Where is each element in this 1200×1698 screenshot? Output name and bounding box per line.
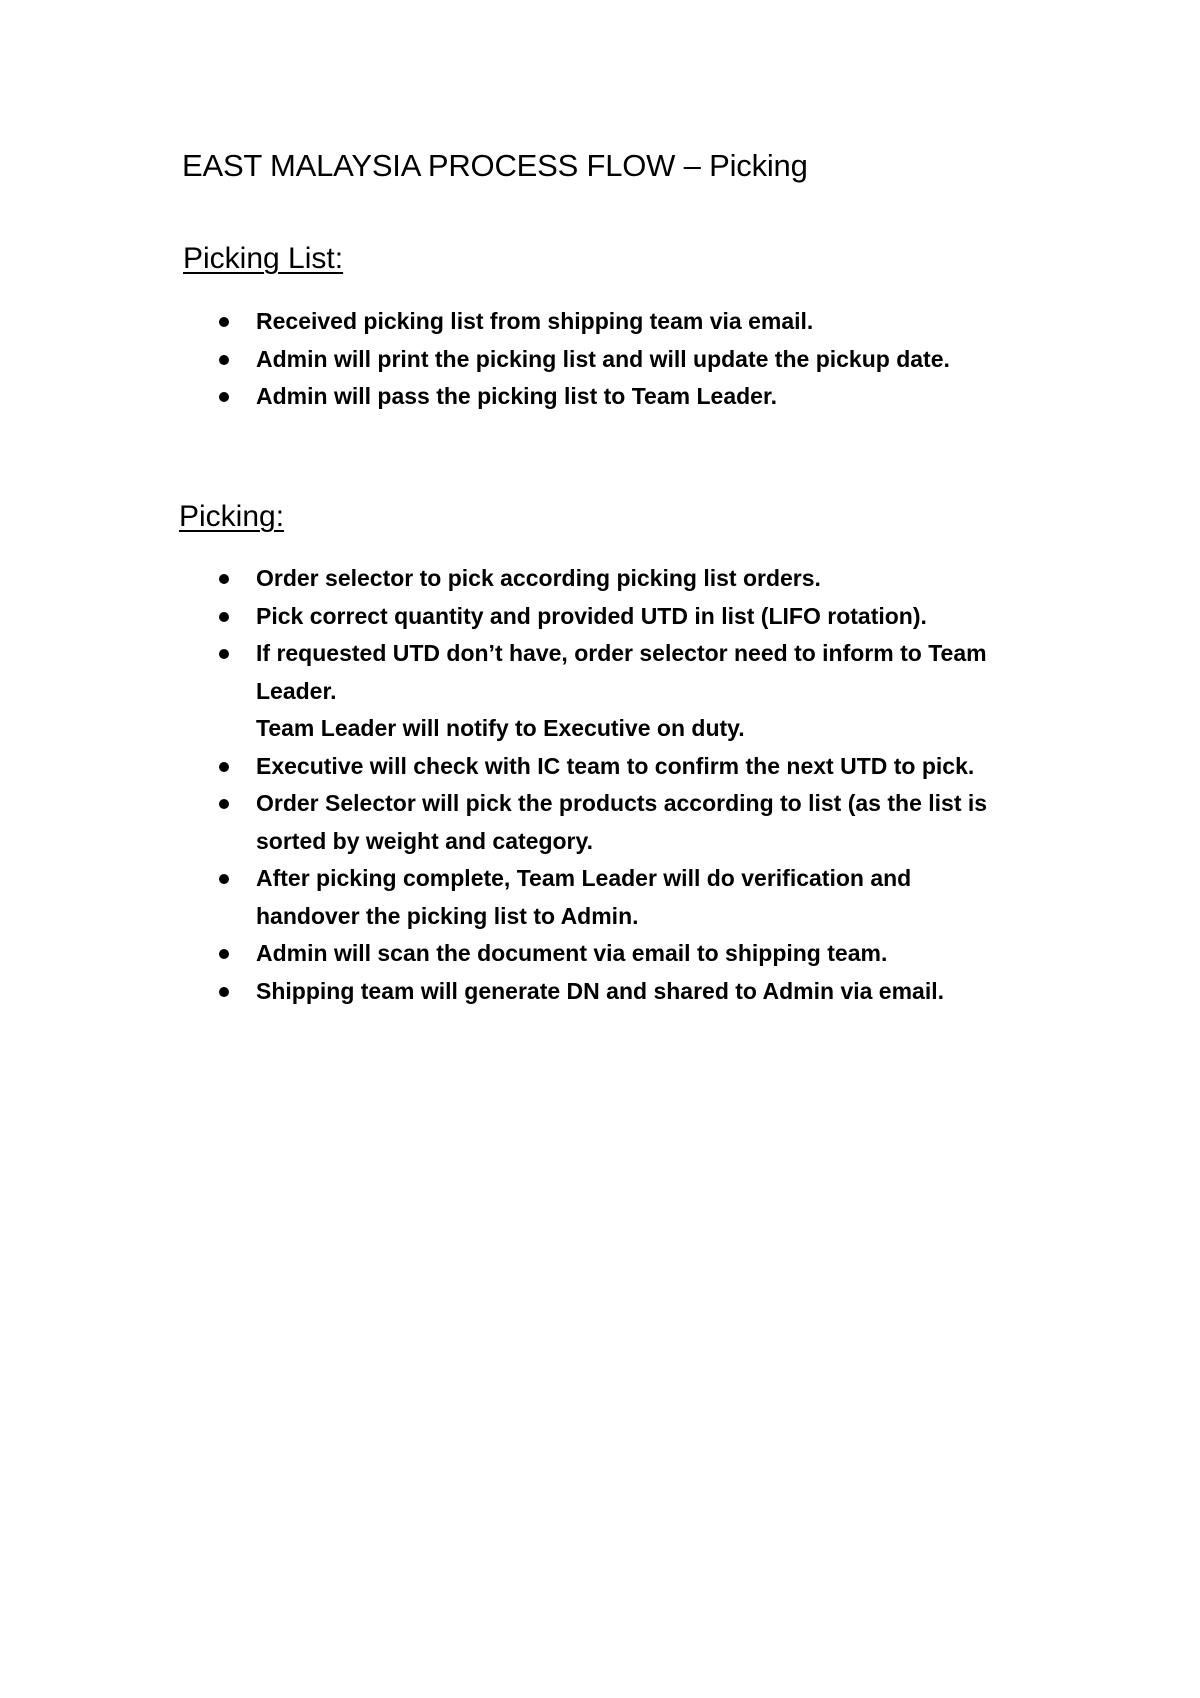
bullet-icon <box>219 574 229 584</box>
bullet-icon <box>219 392 229 402</box>
list-item <box>256 378 1086 416</box>
list-item <box>256 635 1086 748</box>
list-item-text: After picking complete, Team Leader will do verification and <box>256 865 912 891</box>
list-item <box>256 560 1086 598</box>
list-item-text: Admin will pass the picking list to Team Leader. <box>256 383 778 409</box>
list-item-text: Team Leader will notify to Executive on duty. <box>256 715 745 741</box>
list-item <box>256 973 1086 1011</box>
list-item-text: Leader. <box>256 677 337 704</box>
bullet-icon <box>219 874 229 884</box>
list-item-text: Admin will print the picking list and will update the pickup date. <box>256 345 950 372</box>
picking-list-bullets <box>256 303 1086 416</box>
list-item-text: Pick correct quantity and provided UTD in list (LIFO rotation). <box>256 602 927 629</box>
list-item-text: Order selector to pick according picking list orders. <box>256 565 821 591</box>
list-item <box>256 935 1086 973</box>
bullet-icon <box>219 649 229 659</box>
list-item-text: sorted by weight and category. <box>256 827 593 854</box>
section-heading-picking-list: Picking List: <box>183 242 344 275</box>
bullet-icon <box>219 949 229 959</box>
list-item-text: Shipping team will generate DN and shared to Admin via email. <box>256 977 945 1004</box>
bullet-icon <box>219 762 229 772</box>
list-item <box>256 785 1086 860</box>
list-item-text: Executive will check with IC team to confirm the next UTD to pick. <box>256 752 975 779</box>
bullet-icon <box>219 612 229 622</box>
list-item <box>256 303 1086 341</box>
section-heading-picking: Picking: <box>179 500 285 533</box>
list-item-text: Received picking list from shipping team via email. <box>256 308 814 334</box>
bullet-icon <box>219 987 229 997</box>
picking-bullets <box>256 560 1086 1010</box>
list-item <box>256 598 1086 636</box>
list-item <box>256 748 1086 786</box>
bullet-icon <box>219 799 229 809</box>
list-item <box>256 860 1086 935</box>
bullet-icon <box>219 355 229 365</box>
list-item-text: If requested UTD don’t have, order selector need to inform to Team <box>256 640 987 666</box>
list-item-text: Admin will scan the document via email to shipping team. <box>256 940 888 966</box>
list-item-text: Order Selector will pick the products according to list (as the list is <box>256 790 988 816</box>
document-title: EAST MALAYSIA PROCESS FLOW – Picking <box>182 148 808 183</box>
bullet-icon <box>219 317 229 327</box>
list-item-text: handover the picking list to Admin. <box>256 902 639 929</box>
list-item <box>256 341 1086 379</box>
